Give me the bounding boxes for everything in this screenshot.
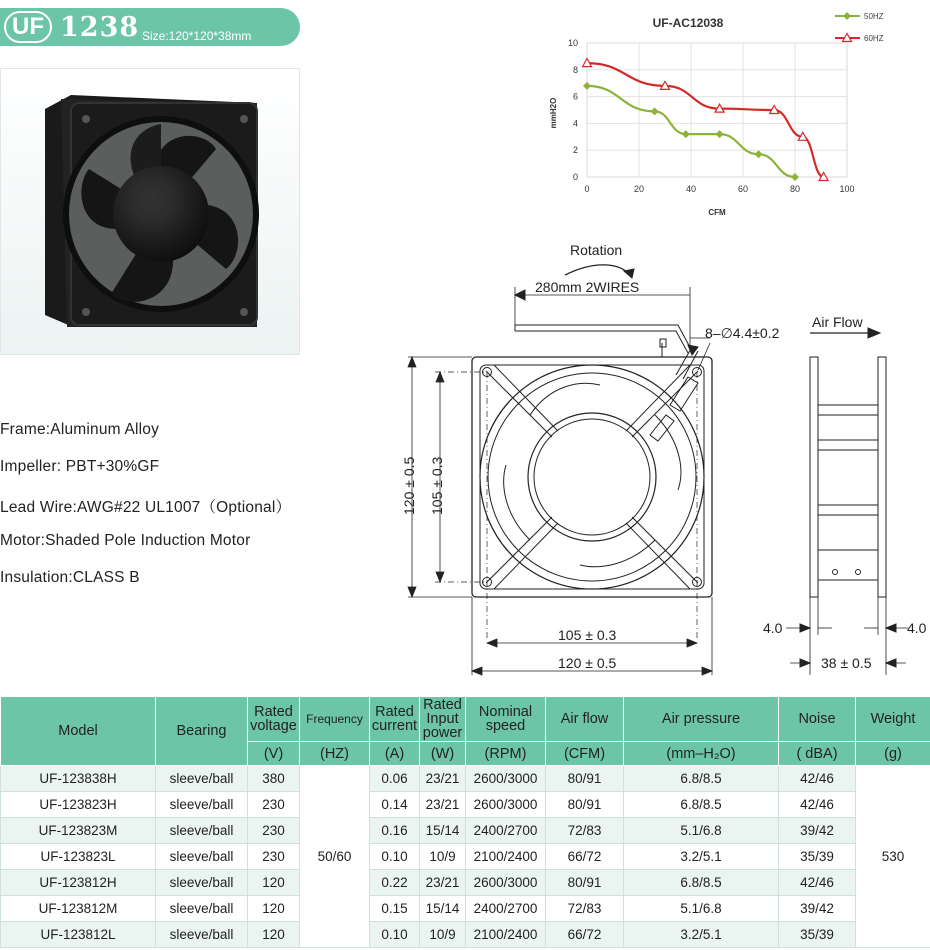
y-tick-label: 4 <box>572 118 578 129</box>
spec-lead-wire: Lead Wire:AWG#22 UL1007（Optional） <box>0 499 292 516</box>
weight-cell: 530 <box>856 766 930 948</box>
legend-label-50HZ: 50HZ <box>864 12 884 21</box>
unit-voltage: (V) <box>248 742 300 766</box>
speed-cell: 2600/3000 <box>466 792 546 818</box>
speed-cell: 2400/2700 <box>466 896 546 922</box>
noise-cell: 39/42 <box>779 896 856 922</box>
hole-spacing-horizontal-label: 105 ± 0.3 <box>558 627 617 643</box>
spec-frame: Frame:Aluminum Alloy <box>0 421 160 438</box>
depth-38-label: 38 ± 0.5 <box>821 655 872 671</box>
frame-thickness-right-label: 4.0 <box>907 620 927 636</box>
wire-leads <box>515 325 692 357</box>
unit-weight: (g) <box>856 742 930 766</box>
unit-power: (W) <box>420 742 466 766</box>
pressure-cell: 6.8/8.5 <box>624 870 779 896</box>
chart-title: UF-AC12038 <box>652 16 724 30</box>
model-cell: UF-123812L <box>1 922 156 948</box>
header-voltage: Rated voltage <box>248 697 300 742</box>
table-row <box>1 896 930 922</box>
noise-cell: 42/46 <box>779 792 856 818</box>
spec-impeller: Impeller: PBT+30%GF <box>0 458 160 475</box>
speed-cell: 2100/2400 <box>466 922 546 948</box>
pressure-cell: 6.8/8.5 <box>624 792 779 818</box>
bearing-cell: sleeve/ball <box>156 766 248 792</box>
wire-length-label: 280mm 2WIRES <box>535 279 640 295</box>
power-cell: 15/14 <box>420 818 466 844</box>
pressure-cell: 5.1/6.8 <box>624 818 779 844</box>
header-pressure: Air pressure <box>624 697 779 742</box>
table-row <box>1 922 930 948</box>
power-cell: 23/21 <box>420 766 466 792</box>
current-cell: 0.22 <box>370 870 420 896</box>
hole-spacing-vertical-label: 105 ± 0.3 <box>429 456 445 515</box>
y-axis-label: mmH2O <box>549 97 558 129</box>
performance-chart <box>520 5 920 230</box>
bearing-cell: sleeve/ball <box>156 818 248 844</box>
current-cell: 0.14 <box>370 792 420 818</box>
spec-motor: Motor:Shaded Pole Induction Motor <box>0 532 251 549</box>
dimension-drawing <box>380 235 930 680</box>
header-weight: Weight <box>856 697 930 742</box>
airflow-cell: 80/91 <box>546 870 624 896</box>
x-tick-label: 0 <box>584 184 590 194</box>
model-cell: UF-123838H <box>1 766 156 792</box>
header-noise: Noise <box>779 697 856 742</box>
frame-thickness-left-label: 4.0 <box>763 620 783 636</box>
voltage-cell: 230 <box>248 792 300 818</box>
spec-insulation: Insulation:CLASS B <box>0 569 140 586</box>
voltage-cell: 120 <box>248 870 300 896</box>
pressure-cell: 6.8/8.5 <box>624 766 779 792</box>
speed-cell: 2400/2700 <box>466 818 546 844</box>
airflow-cell: 72/83 <box>546 896 624 922</box>
x-tick-label: 60 <box>737 184 749 194</box>
model-cell: UF-123823M <box>1 818 156 844</box>
voltage-cell: 120 <box>248 922 300 948</box>
power-cell: 23/21 <box>420 792 466 818</box>
airflow-cell: 66/72 <box>546 922 624 948</box>
data-point-50HZ <box>651 107 659 115</box>
x-tick-label: 80 <box>789 184 801 194</box>
power-cell: 10/9 <box>420 922 466 948</box>
pressure-cell: 3.2/5.1 <box>624 922 779 948</box>
header-frequency: Frequency <box>300 697 370 742</box>
power-cell: 10/9 <box>420 844 466 870</box>
data-point-50HZ <box>791 173 799 181</box>
bearing-cell: sleeve/ball <box>156 792 248 818</box>
model-cell: UF-123823L <box>1 844 156 870</box>
noise-cell: 42/46 <box>779 766 856 792</box>
unit-noise: ( dBA) <box>779 742 856 766</box>
current-cell: 0.15 <box>370 896 420 922</box>
bearing-cell: sleeve/ball <box>156 870 248 896</box>
airflow-cell: 66/72 <box>546 844 624 870</box>
table-row <box>1 870 930 896</box>
table-row <box>1 818 930 844</box>
current-cell: 0.10 <box>370 844 420 870</box>
data-point-50HZ <box>682 130 690 138</box>
voltage-cell: 230 <box>248 844 300 870</box>
unit-speed: (RPM) <box>466 742 546 766</box>
bearing-cell: sleeve/ball <box>156 922 248 948</box>
height-120-label: 120 ± 0.5 <box>401 456 417 515</box>
legend-marker-50HZ <box>843 12 851 20</box>
y-tick-label: 10 <box>567 38 578 48</box>
bearing-cell: sleeve/ball <box>156 844 248 870</box>
header-airflow: Air flow <box>546 697 624 742</box>
legend-label-60HZ: 60HZ <box>864 34 884 43</box>
x-tick-label: 20 <box>633 184 645 194</box>
noise-cell: 39/42 <box>779 818 856 844</box>
noise-cell: 42/46 <box>779 870 856 896</box>
airflow-label: Air Flow <box>812 314 863 330</box>
model-cell: UF-123812M <box>1 896 156 922</box>
noise-cell: 35/39 <box>779 922 856 948</box>
fan-image <box>1 69 301 356</box>
series-line-60HZ <box>587 63 824 177</box>
brand-badge: UF <box>4 11 52 43</box>
size-label: Size:120*120*38mm <box>142 29 252 43</box>
header-speed: Nominal speed <box>466 697 546 742</box>
voltage-cell: 230 <box>248 818 300 844</box>
power-cell: 15/14 <box>420 896 466 922</box>
model-number: 1238 <box>60 12 140 43</box>
pressure-cell: 3.2/5.1 <box>624 844 779 870</box>
current-cell: 0.06 <box>370 766 420 792</box>
data-point-50HZ <box>716 130 724 138</box>
speed-cell: 2600/3000 <box>466 766 546 792</box>
front-view <box>435 347 712 640</box>
current-cell: 0.10 <box>370 922 420 948</box>
width-120-label: 120 ± 0.5 <box>558 655 617 671</box>
unit-current: (A) <box>370 742 420 766</box>
current-cell: 0.16 <box>370 818 420 844</box>
y-tick-label: 6 <box>572 91 578 102</box>
airflow-cell: 72/83 <box>546 818 624 844</box>
voltage-cell: 120 <box>248 896 300 922</box>
bearing-cell: sleeve/ball <box>156 896 248 922</box>
mounting-holes-label: 8–∅4.4±0.2 <box>705 325 780 341</box>
frequency-cell: 50/60 <box>300 766 370 948</box>
spec-table <box>0 696 930 948</box>
noise-cell: 35/39 <box>779 844 856 870</box>
airflow-cell: 80/91 <box>546 792 624 818</box>
table-row <box>1 766 930 792</box>
model-cell: UF-123823H <box>1 792 156 818</box>
y-tick-label: 2 <box>572 145 578 156</box>
speed-cell: 2100/2400 <box>466 844 546 870</box>
header-bearing: Bearing <box>156 697 248 766</box>
data-point-50HZ <box>583 82 591 90</box>
table-row <box>1 792 930 818</box>
header-current: Rated current <box>370 697 420 742</box>
airflow-cell: 80/91 <box>546 766 624 792</box>
y-tick-label: 0 <box>572 172 578 182</box>
header-power: Rated Input power <box>420 697 466 742</box>
speed-cell: 2600/3000 <box>466 870 546 896</box>
unit-frequency: (HZ) <box>300 742 370 766</box>
x-axis-label: CFM <box>708 208 726 217</box>
table-row <box>1 844 930 870</box>
data-point-50HZ <box>755 150 763 158</box>
pressure-cell: 5.1/6.8 <box>624 896 779 922</box>
x-tick-label: 40 <box>685 184 697 194</box>
side-view <box>786 328 908 675</box>
voltage-cell: 380 <box>248 766 300 792</box>
unit-airflow: (CFM) <box>546 742 624 766</box>
power-cell: 23/21 <box>420 870 466 896</box>
y-tick-label: 8 <box>572 64 578 75</box>
x-tick-label: 100 <box>839 184 855 194</box>
header-model: Model <box>1 697 156 766</box>
rotation-label: Rotation <box>570 242 623 258</box>
model-cell: UF-123812H <box>1 870 156 896</box>
unit-pressure: (mm–H₂O) <box>624 742 779 766</box>
product-photo <box>0 68 300 355</box>
wire-length-dimension <box>515 265 690 347</box>
